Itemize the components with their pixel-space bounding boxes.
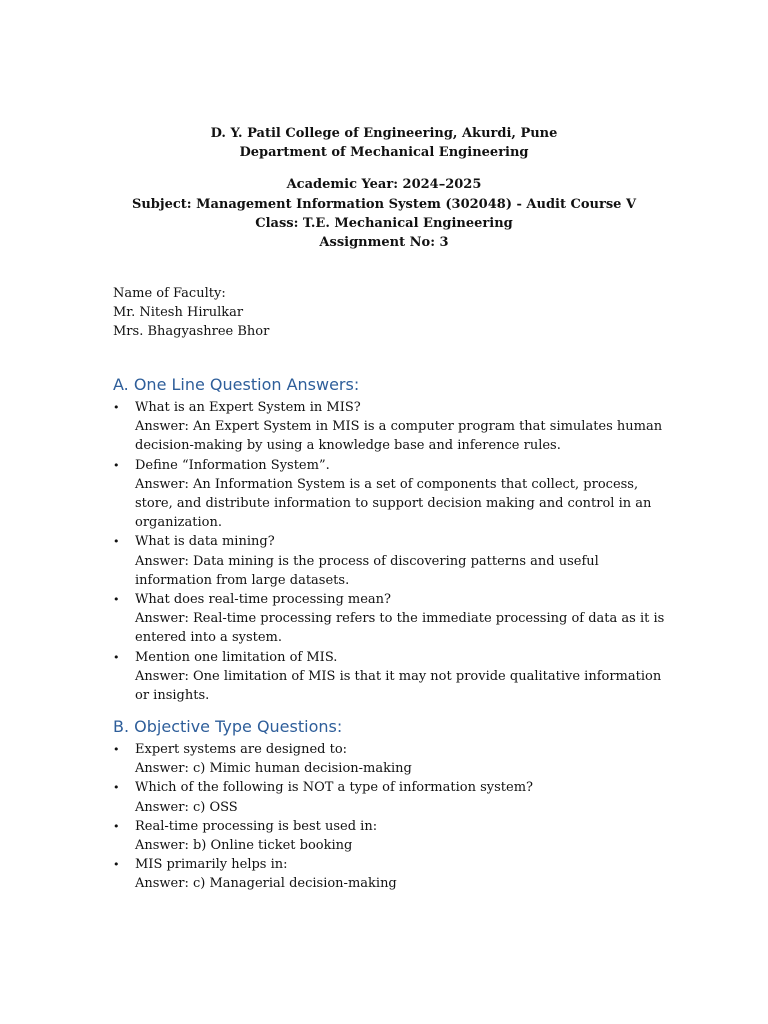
section-heading: B. Objective Type Questions: [113,717,343,736]
bullet-icon: • [113,650,120,664]
department-name: Department of Mechanical Engineering [239,145,529,161]
faculty-block [113,284,269,342]
bullet-icon: • [113,401,120,414]
document-header [0,124,768,252]
question-text: Define “Information System”. [135,457,330,473]
question-text: What is data mining? [135,534,275,550]
question-text: Mention one limitation of MIS. [135,649,338,665]
section-heading: A. One Line Question Answers: [113,375,360,394]
bullet-icon: • [113,743,120,756]
faculty-label: Name of Faculty: [113,286,226,301]
list-item [113,817,673,855]
bullet-icon: • [113,535,120,549]
list-item [113,648,673,706]
bullet-icon: • [113,819,120,833]
bullet-icon: • [113,781,120,795]
section-objective-questions [113,716,673,894]
list-item [113,740,673,778]
answer-text: Answer: Data mining is the process of discovering patterns and useful information from large datasets. [135,553,599,588]
list-item [113,778,673,816]
answer-text: Answer: Real-time processing refers to the immediate processing of data as it is entered into a system. [135,611,665,646]
college-name: D. Y. Patil College of Engineering, Akurdi, Pune [210,126,558,141]
assignment-number: Assignment No: 3 [319,235,449,251]
question-list [113,740,673,894]
bullet-icon: • [113,593,120,607]
list-item [113,532,673,590]
bullet-icon: • [113,458,120,472]
question-text: What is an Expert System in MIS? [135,400,361,415]
question-text: Real-time processing is best used in: [135,818,378,834]
academic-year: Academic Year: 2024–2025 [286,177,482,193]
question-text: Which of the following is NOT a type of information system? [135,780,534,796]
faculty-name: Mrs. Bhagyashree Bhor [113,324,270,340]
answer-text: Answer: One limitation of MIS is that it may not provide qualitative information or insights. [135,668,662,704]
question-text: What does real-time processing mean? [135,592,392,608]
list-item [113,855,673,893]
answer-text: Answer: c) Managerial decision-making [135,876,397,892]
answer-text: Answer: c) OSS [135,799,238,815]
question-text: MIS primarily helps in: [135,857,288,873]
answer-text: Answer: An Information System is a set of components that collect, process, store, and distribute information to support decision making and control in an organization. [135,476,652,531]
question-list [113,398,673,705]
list-item [113,590,673,648]
section-one-line-answers [113,374,673,705]
list-item [113,398,673,456]
faculty-name: Mr. Nitesh Hirulkar [113,305,244,321]
question-text: Expert systems are designed to: [135,742,348,757]
answer-text: Answer: An Expert System in MIS is a computer program that simulates human decision-making by using a knowledge base and inference rules. [135,419,663,454]
answer-text: Answer: c) Mimic human decision-making [135,761,412,777]
bullet-icon: • [113,858,120,872]
subject-line: Subject: Management Information System (302048) - Audit Course V [131,196,637,212]
list-item [113,456,673,533]
answer-text: Answer: b) Online ticket booking [135,838,353,854]
class-line: Class: T.E. Mechanical Engineering [255,215,513,231]
